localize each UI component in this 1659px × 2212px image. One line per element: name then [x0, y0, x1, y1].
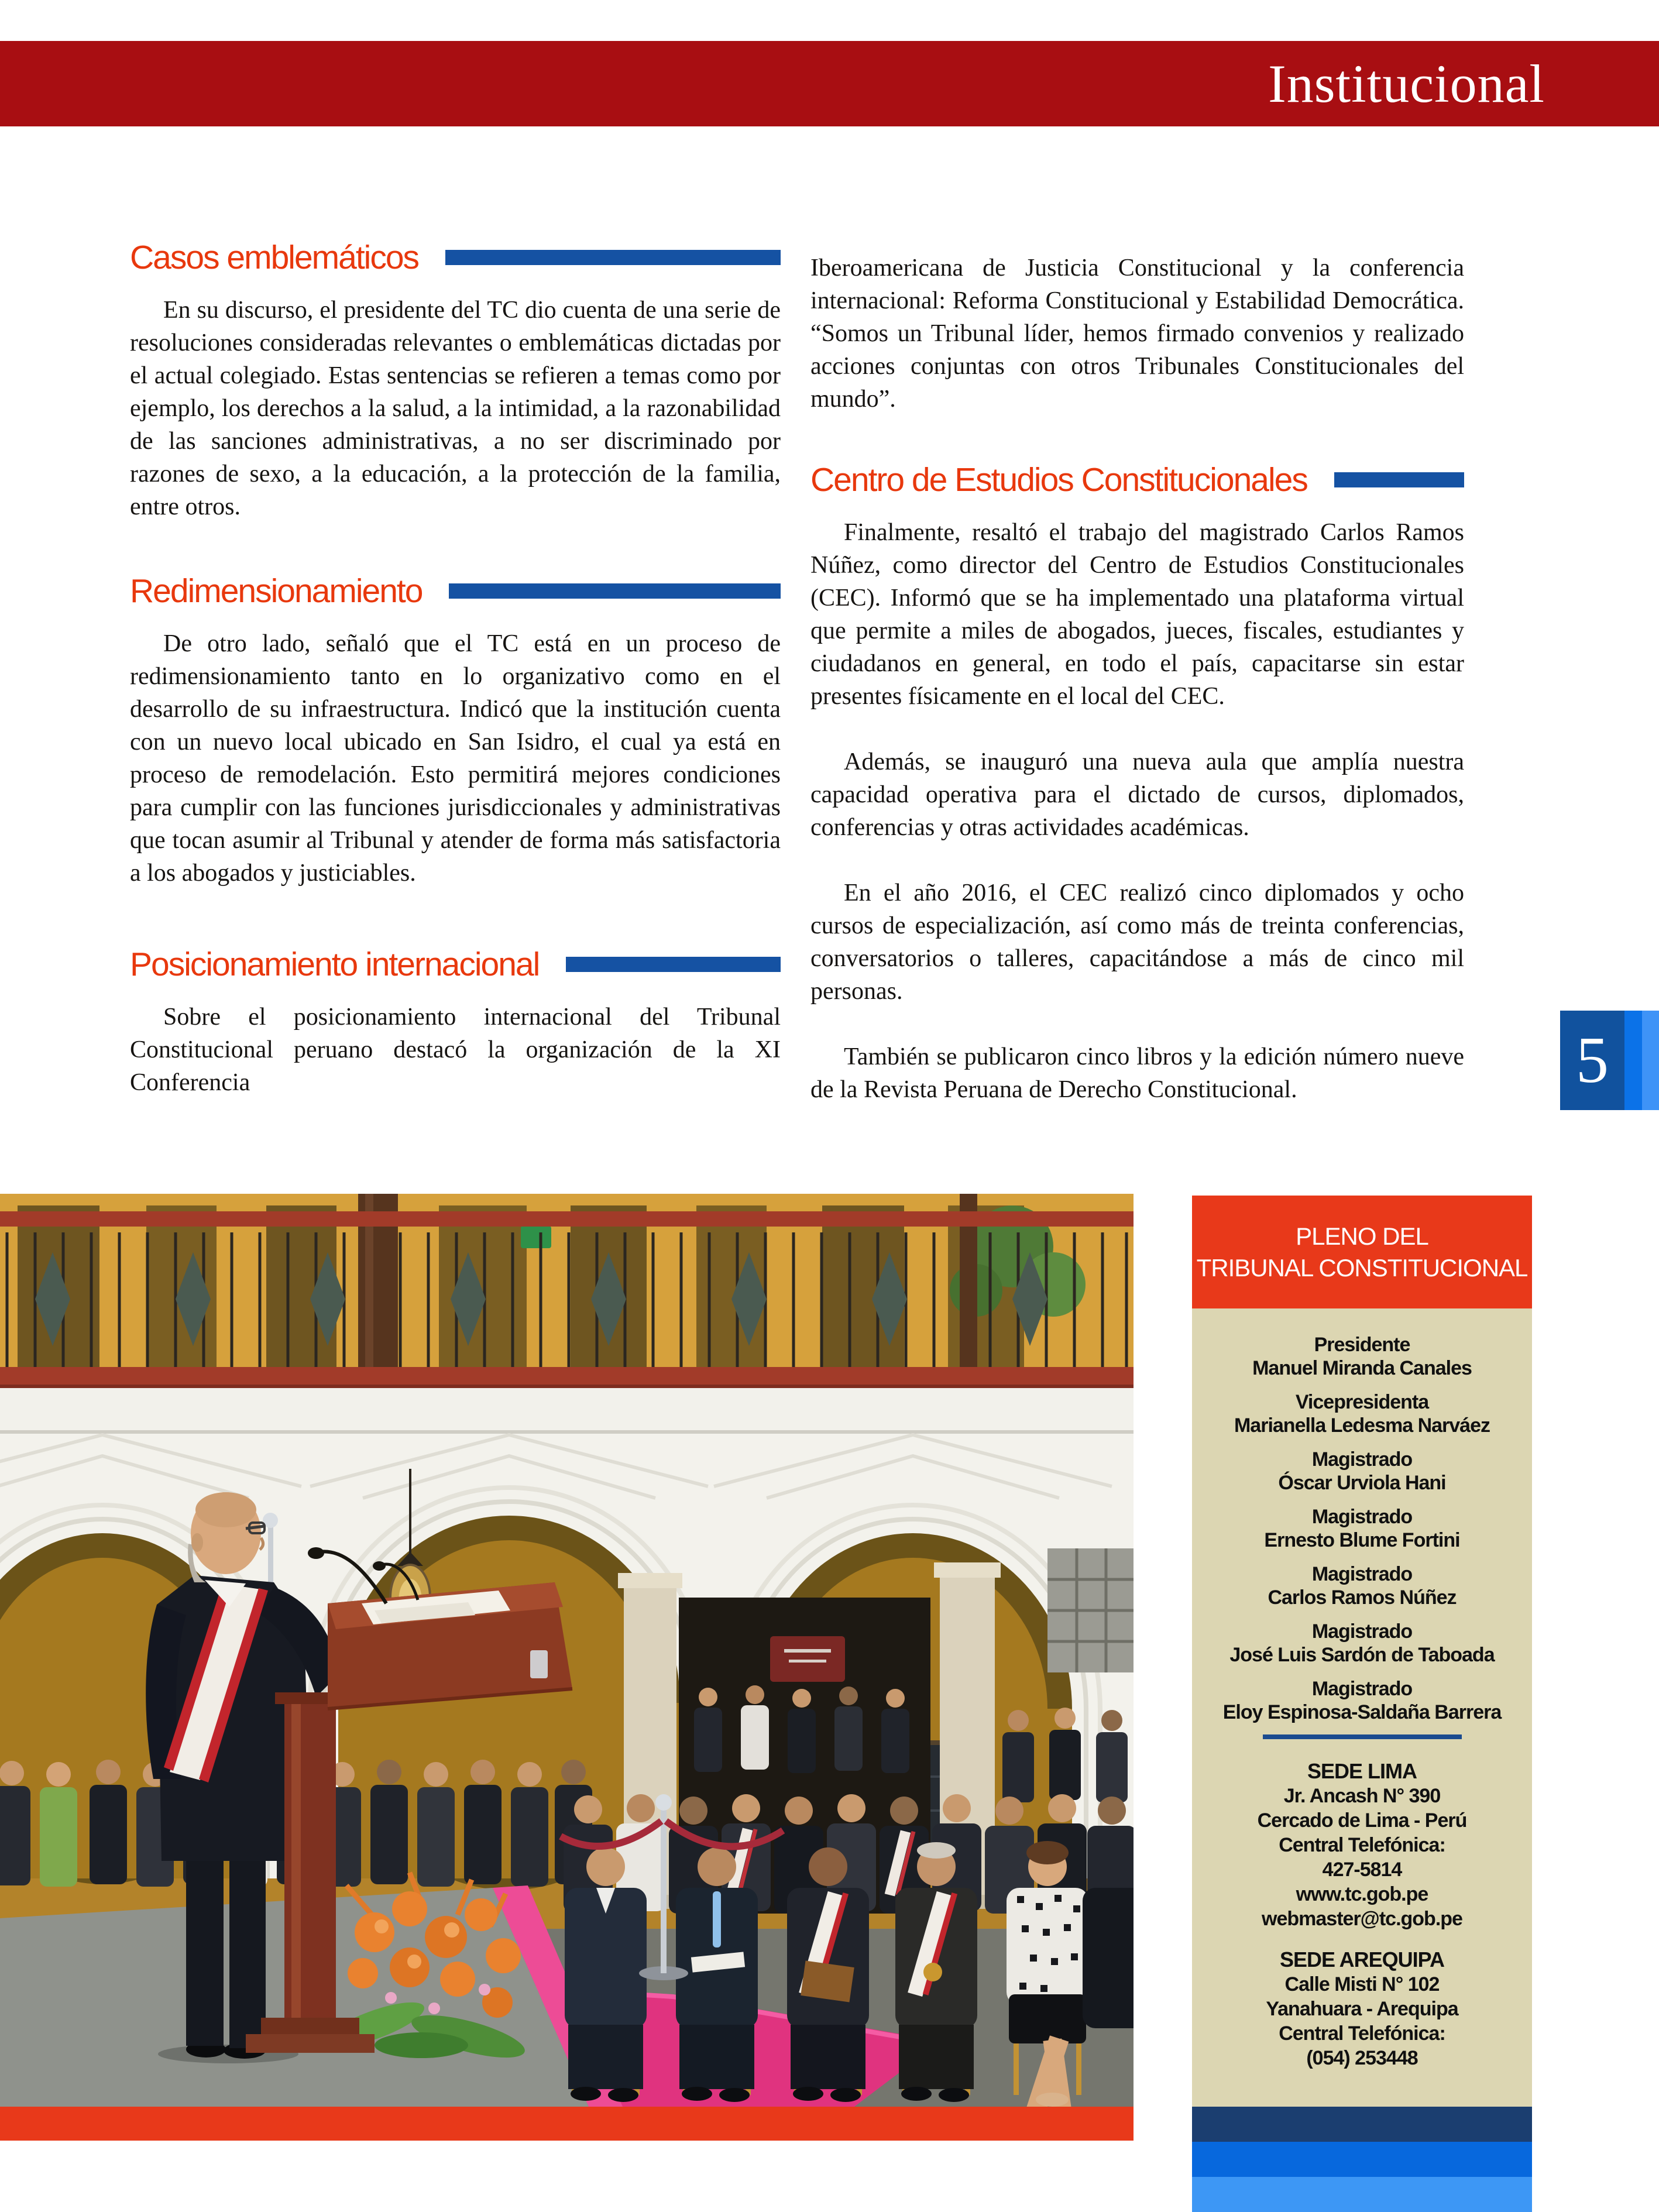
article-column-right — [810, 239, 1464, 1106]
paragraph: Iberoamericana de Justicia Constitucional y la conferencia internacional: Reforma Constitucional y Estabilidad Democrática. “Somos un Tribunal líder, hemos firmado convenios y realizado acciones conjuntas con otros Tribunales Constitucionales del mundo”. — [810, 255, 1464, 413]
sede-line: Jr. Ancash N° 390 — [1283, 1785, 1441, 1807]
sidebar-footer-bar-navy — [1192, 2107, 1532, 2142]
sidebar — [1192, 1196, 1532, 2212]
sede-line: Central Telefónica: — [1279, 2022, 1445, 2045]
section-heading — [130, 239, 781, 276]
roster-role: Presidente — [1314, 1334, 1410, 1356]
roster-entry — [1192, 1448, 1532, 1495]
roster-name: Marianella Ledesma Narváez — [1234, 1414, 1490, 1437]
roster-role: Magistrado — [1311, 1620, 1413, 1643]
heading-rule — [1334, 472, 1464, 487]
sidebar-body — [1192, 1308, 1532, 2107]
paragraph: De otro lado, señaló que el TC está en un proceso de redimensionamiento tanto en lo organizativo como en el desarrollo de su infraestructura. Indicó que la institución cuenta con un nuevo local ubicado en San Isidro, el cual ya está en proceso de remodelación. Esto permitirá mejores condiciones para cumplir con las funciones jurisdiccionales y administrativas que tocan asumir al Tribunal y atender de forma más satisfactoria a los abogados y justiciables. — [130, 630, 781, 887]
sidebar-title-line1: PLENO DEL — [1296, 1222, 1428, 1250]
roster-entry — [1192, 1620, 1532, 1667]
sede-line-url: www.tc.gob.pe — [1296, 1883, 1428, 1905]
sede-line: Cercado de Lima - Perú — [1257, 1809, 1467, 1832]
photo-footer-bar — [0, 2107, 1134, 2141]
paragraph: Finalmente, resaltó el trabajo del magistrado Carlos Ramos Núñez, como director del Centro de Estudios Constitucionales (CEC). Informó que se ha implementado una plataforma virtual que permite a miles de abogados, jueces, fiscales, estudiantes y ciudadanos en general, en todo el país, capacitarse sin estar presentes físicamente en el local del CEC. — [810, 519, 1464, 710]
heading-rule — [449, 583, 781, 599]
sidebar-header — [1192, 1196, 1532, 1308]
sede-line: Calle Misti N° 102 — [1284, 1973, 1440, 1995]
roster-entry — [1192, 1505, 1532, 1552]
roster-role: Vicepresidenta — [1295, 1391, 1429, 1413]
roster-role: Magistrado — [1311, 1506, 1413, 1528]
sede-heading: SEDE AREQUIPA — [1279, 1947, 1445, 1971]
sede-line: Yanahuara - Arequipa — [1266, 1998, 1458, 2020]
roster-name: Eloy Espinosa-Saldaña Barrera — [1222, 1701, 1502, 1723]
roster-name: Manuel Miranda Canales — [1252, 1357, 1472, 1379]
paragraph: En su discurso, el presidente del TC dio cuenta de una serie de resoluciones consideradas relevantes o emblemáticas dictadas por el actual colegiado. Estas sentencias se refieren a temas como por ejemplo, los derechos a la salud, a la intimidad, a la razonabilidad de las sanciones administrativas, a no ser discriminado por razones de sexo, a la educación, a la protección de la familia, entre otros. — [130, 297, 781, 520]
cornice — [0, 1388, 1134, 1435]
page-number-tab — [1560, 1011, 1624, 1110]
sede-line: 427-5814 — [1322, 1859, 1402, 1881]
section-heading-text: Redimensionamiento — [130, 572, 423, 610]
ceremony-photo — [0, 1194, 1134, 2107]
roster-name: José Luis Sardón de Taboada — [1229, 1644, 1495, 1666]
sede-arequipa — [1192, 1947, 1532, 2070]
heading-rule — [445, 250, 781, 265]
roster-entry — [1192, 1333, 1532, 1380]
sede-heading: SEDE LIMA — [1307, 1759, 1417, 1783]
section-heading — [130, 572, 781, 610]
sede-line: Central Telefónica: — [1279, 1834, 1445, 1856]
paragraph: Sobre el posicionamiento internacional del Tribunal Constitucional peruano destacó la organización de la XI Conferencia — [130, 1004, 781, 1096]
top-banner — [0, 41, 1659, 126]
sidebar-footer-bar-lightblue — [1192, 2177, 1532, 2212]
section-heading-text: Casos emblemáticos — [130, 239, 419, 276]
section-heading — [810, 461, 1464, 499]
page-number-stripe-light — [1642, 1011, 1659, 1110]
roster-role: Magistrado — [1311, 1678, 1413, 1700]
roster-name: Carlos Ramos Núñez — [1268, 1586, 1457, 1609]
sede-lima — [1192, 1759, 1532, 1931]
page-number: 5 — [1576, 1024, 1609, 1097]
banner-title: Institucional — [1268, 54, 1545, 114]
paragraph: También se publicaron cinco libros y la edición número nueve de la Revista Peruana de Derecho Constitucional. — [810, 1043, 1464, 1103]
sede-line-email: webmaster@tc.gob.pe — [1262, 1908, 1462, 1930]
roster-name: Ernesto Blume Fortini — [1264, 1529, 1460, 1551]
page-number-stripe-mid — [1624, 1011, 1642, 1110]
paragraph: Además, se inauguró una nueva aula que amplía nuestra capacidad operativa para el dictado de cursos, diplomados, conferencias y otras actividades académicas. — [810, 748, 1464, 841]
roster-role: Magistrado — [1311, 1448, 1413, 1471]
roster-name: Óscar Urviola Hani — [1278, 1472, 1446, 1494]
balcony — [0, 1194, 1134, 1397]
sidebar-footer-bar-blue — [1192, 2142, 1532, 2177]
roster-entry — [1192, 1562, 1532, 1609]
section-heading-text: Posicionamiento internacional — [130, 946, 540, 983]
ceremony-photo-illustration — [0, 1194, 1134, 2107]
section-heading-text: Centro de Estudios Constitucionales — [810, 461, 1307, 499]
sidebar-title-line2: TRIBUNAL CONSTITUCIONAL — [1196, 1253, 1528, 1282]
roster-role: Magistrado — [1311, 1563, 1413, 1585]
article-column-left — [130, 239, 781, 1099]
heading-rule — [566, 957, 781, 972]
sidebar-divider — [1263, 1734, 1462, 1739]
roster-entry — [1192, 1677, 1532, 1724]
sede-line: (054) 253448 — [1306, 2047, 1418, 2069]
section-heading — [130, 946, 781, 983]
roster-entry — [1192, 1390, 1532, 1437]
paragraph: En el año 2016, el CEC realizó cinco diplomados y ocho cursos de especialización, así como más de treinta conferencias, conversatorios o talleres, capacitándose a más de cinco mil personas. — [810, 880, 1464, 1005]
